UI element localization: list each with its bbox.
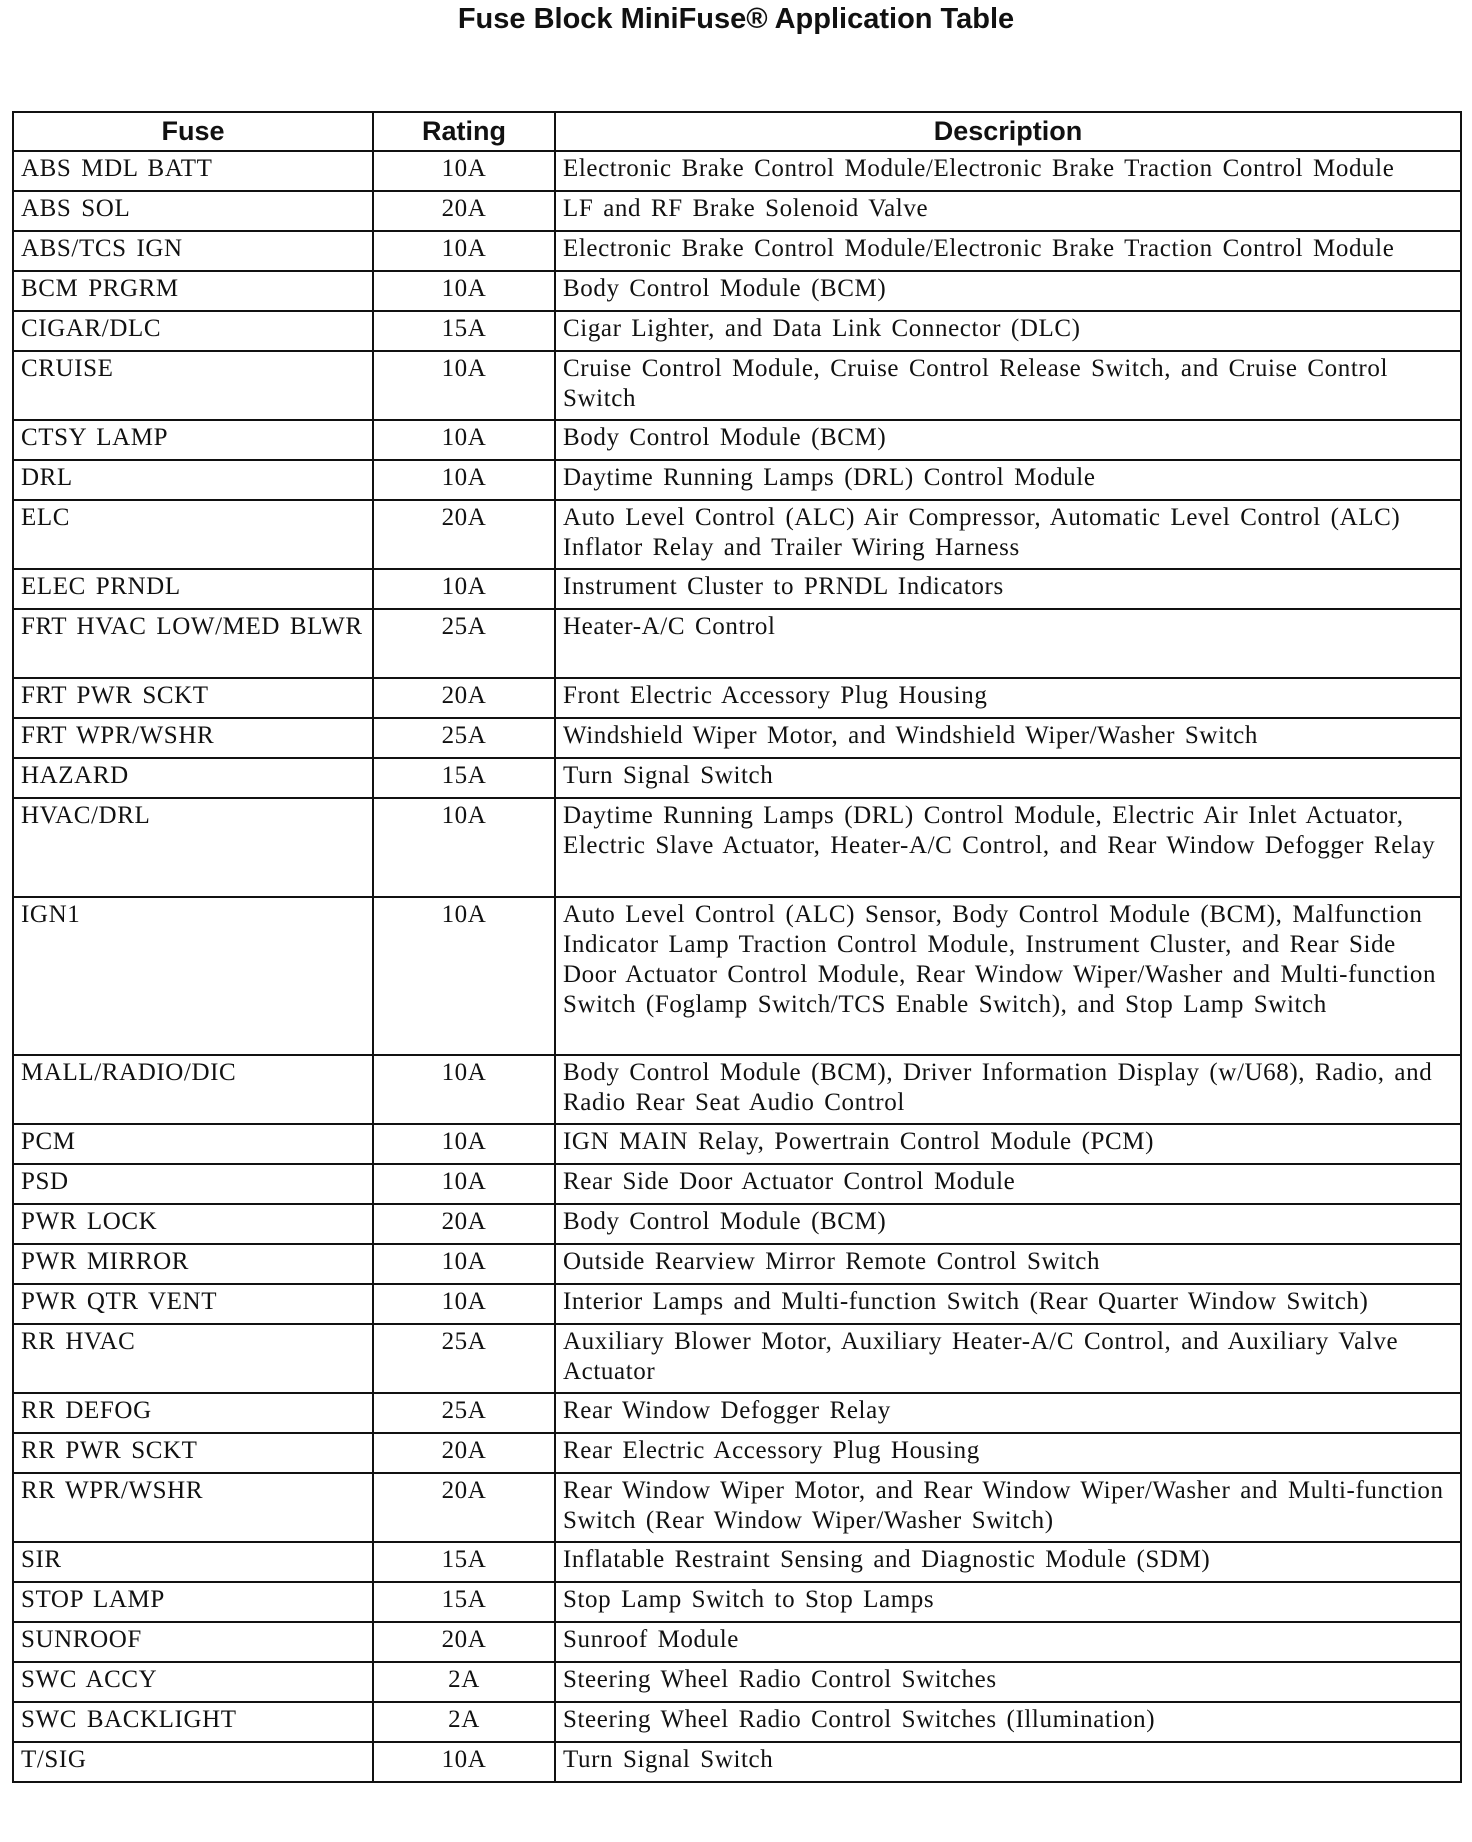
table-row (13, 271, 1461, 311)
rating-cell: 10A (373, 420, 555, 460)
rating-cell: 10A (373, 151, 555, 191)
rating-cell: 25A (373, 1393, 555, 1433)
rating-cell: 20A (373, 500, 555, 569)
fuse-cell: HAZARD (13, 758, 373, 798)
column-header-fuse: Fuse (13, 112, 373, 151)
description-cell: Heater-A/C Control (555, 609, 1461, 678)
description-cell: Turn Signal Switch (555, 758, 1461, 798)
table-row (13, 1164, 1461, 1204)
fuse-cell: FRT PWR SCKT (13, 678, 373, 718)
fuse-cell: ABS MDL BATT (13, 151, 373, 191)
rating-cell: 25A (373, 609, 555, 678)
table-row (13, 1324, 1461, 1393)
fuse-application-table (12, 111, 1462, 1783)
table-row (13, 1582, 1461, 1622)
fuse-cell: ELEC PRNDL (13, 569, 373, 609)
description-cell: Cruise Control Module, Cruise Control Release Switch, and Cruise Control Switch (555, 351, 1461, 420)
description-cell: Sunroof Module (555, 1622, 1461, 1662)
description-cell: Rear Window Defogger Relay (555, 1393, 1461, 1433)
fuse-cell: FRT WPR/WSHR (13, 718, 373, 758)
description-cell: Rear Window Wiper Motor, and Rear Window Wiper/Washer and Multi-function Switch (Rear Window Wiper/Washer Switch) (555, 1473, 1461, 1542)
table-header-row (13, 112, 1461, 151)
fuse-cell: BCM PRGRM (13, 271, 373, 311)
description-cell: Electronic Brake Control Module/Electronic Brake Traction Control Module (555, 231, 1461, 271)
description-cell: Body Control Module (BCM), Driver Information Display (w/U68), Radio, and Radio Rear Seat Audio Control (555, 1055, 1461, 1124)
rating-cell: 15A (373, 758, 555, 798)
description-cell: IGN MAIN Relay, Powertrain Control Module (PCM) (555, 1124, 1461, 1164)
description-cell: Body Control Module (BCM) (555, 271, 1461, 311)
rating-cell: 20A (373, 1473, 555, 1542)
rating-cell: 20A (373, 678, 555, 718)
fuse-cell: CTSY LAMP (13, 420, 373, 460)
rating-cell: 25A (373, 1324, 555, 1393)
fuse-cell: CRUISE (13, 351, 373, 420)
description-cell: Daytime Running Lamps (DRL) Control Module (555, 460, 1461, 500)
page-title: Fuse Block MiniFuse® Application Table (457, 3, 1015, 35)
fuse-cell: PWR LOCK (13, 1204, 373, 1244)
fuse-cell: PWR QTR VENT (13, 1284, 373, 1324)
description-cell: Daytime Running Lamps (DRL) Control Module, Electric Air Inlet Actuator, Electric Slave Actuator, Heater-A/C Control, and Rear Window Defogger Relay (555, 798, 1461, 897)
rating-cell: 20A (373, 1433, 555, 1473)
table-row (13, 460, 1461, 500)
table-row (13, 1622, 1461, 1662)
table-row (13, 1742, 1461, 1782)
fuse-cell: RR WPR/WSHR (13, 1473, 373, 1542)
fuse-cell: HVAC/DRL (13, 798, 373, 897)
table-row (13, 351, 1461, 420)
fuse-cell: RR PWR SCKT (13, 1433, 373, 1473)
fuse-cell: PSD (13, 1164, 373, 1204)
description-cell: Cigar Lighter, and Data Link Connector (DLC) (555, 311, 1461, 351)
fuse-cell: STOP LAMP (13, 1582, 373, 1622)
rating-cell: 20A (373, 1204, 555, 1244)
description-cell: Auto Level Control (ALC) Air Compressor, Automatic Level Control (ALC) Inflator Relay and Trailer Wiring Harness (555, 500, 1461, 569)
table-row (13, 718, 1461, 758)
table-row (13, 1473, 1461, 1542)
rating-cell: 10A (373, 271, 555, 311)
fuse-cell: SWC ACCY (13, 1662, 373, 1702)
description-cell: Rear Electric Accessory Plug Housing (555, 1433, 1461, 1473)
rating-cell: 10A (373, 460, 555, 500)
rating-cell: 10A (373, 1284, 555, 1324)
table-row (13, 500, 1461, 569)
description-cell: Turn Signal Switch (555, 1742, 1461, 1782)
description-cell: Windshield Wiper Motor, and Windshield Wiper/Washer Switch (555, 718, 1461, 758)
description-cell: Outside Rearview Mirror Remote Control Switch (555, 1244, 1461, 1284)
description-cell: LF and RF Brake Solenoid Valve (555, 191, 1461, 231)
description-cell: Steering Wheel Radio Control Switches (555, 1662, 1461, 1702)
table-row (13, 1204, 1461, 1244)
rating-cell: 10A (373, 1244, 555, 1284)
table-row (13, 897, 1461, 1055)
description-cell: Stop Lamp Switch to Stop Lamps (555, 1582, 1461, 1622)
fuse-cell: SUNROOF (13, 1622, 373, 1662)
table-row (13, 1124, 1461, 1164)
fuse-cell: PWR MIRROR (13, 1244, 373, 1284)
fuse-cell: IGN1 (13, 897, 373, 1055)
column-header-rating: Rating (373, 112, 555, 151)
rating-cell: 15A (373, 1542, 555, 1582)
fuse-cell: PCM (13, 1124, 373, 1164)
rating-cell: 20A (373, 191, 555, 231)
rating-cell: 10A (373, 351, 555, 420)
rating-cell: 10A (373, 798, 555, 897)
fuse-cell: SIR (13, 1542, 373, 1582)
description-cell: Electronic Brake Control Module/Electronic Brake Traction Control Module (555, 151, 1461, 191)
table-row (13, 1662, 1461, 1702)
description-cell: Body Control Module (BCM) (555, 1204, 1461, 1244)
description-cell: Auxiliary Blower Motor, Auxiliary Heater-A/C Control, and Auxiliary Valve Actuator (555, 1324, 1461, 1393)
table-row (13, 678, 1461, 718)
fuse-cell: FRT HVAC LOW/MED BLWR (13, 609, 373, 678)
table-row (13, 1542, 1461, 1582)
table-row (13, 1055, 1461, 1124)
rating-cell: 10A (373, 897, 555, 1055)
table-row (13, 1244, 1461, 1284)
description-cell: Auto Level Control (ALC) Sensor, Body Control Module (BCM), Malfunction Indicator Lamp Traction Control Module, Instrument Cluster, and Rear Side Door Actuator Control Module, Rear Window Wiper/Washer and Multi-function Switch (Foglamp Switch/TCS Enable Switch), and Stop Lamp Switch (555, 897, 1461, 1055)
table-row (13, 609, 1461, 678)
rating-cell: 10A (373, 231, 555, 271)
description-cell: Instrument Cluster to PRNDL Indicators (555, 569, 1461, 609)
rating-cell: 10A (373, 569, 555, 609)
rating-cell: 2A (373, 1662, 555, 1702)
fuse-cell: ABS SOL (13, 191, 373, 231)
fuse-cell: ELC (13, 500, 373, 569)
description-cell: Interior Lamps and Multi-function Switch (Rear Quarter Window Switch) (555, 1284, 1461, 1324)
description-cell: Rear Side Door Actuator Control Module (555, 1164, 1461, 1204)
table-row (13, 1284, 1461, 1324)
table-row (13, 798, 1461, 897)
rating-cell: 25A (373, 718, 555, 758)
description-cell: Front Electric Accessory Plug Housing (555, 678, 1461, 718)
table-row (13, 231, 1461, 271)
rating-cell: 15A (373, 1582, 555, 1622)
table-row (13, 1702, 1461, 1742)
description-cell: Body Control Module (BCM) (555, 420, 1461, 460)
table-row (13, 151, 1461, 191)
rating-cell: 2A (373, 1702, 555, 1742)
table-row (13, 191, 1461, 231)
table-row (13, 758, 1461, 798)
fuse-cell: ABS/TCS IGN (13, 231, 373, 271)
table-row (13, 1393, 1461, 1433)
table-row (13, 569, 1461, 609)
rating-cell: 10A (373, 1164, 555, 1204)
rating-cell: 20A (373, 1622, 555, 1662)
rating-cell: 10A (373, 1742, 555, 1782)
fuse-cell: RR DEFOG (13, 1393, 373, 1433)
table-row (13, 420, 1461, 460)
fuse-cell: RR HVAC (13, 1324, 373, 1393)
rating-cell: 10A (373, 1055, 555, 1124)
fuse-cell: SWC BACKLIGHT (13, 1702, 373, 1742)
column-header-description: Description (555, 112, 1461, 151)
table-row (13, 1433, 1461, 1473)
fuse-cell: T/SIG (13, 1742, 373, 1782)
table-row (13, 311, 1461, 351)
rating-cell: 10A (373, 1124, 555, 1164)
fuse-cell: CIGAR/DLC (13, 311, 373, 351)
fuse-cell: MALL/RADIO/DIC (13, 1055, 373, 1124)
fuse-cell: DRL (13, 460, 373, 500)
description-cell: Steering Wheel Radio Control Switches (Illumination) (555, 1702, 1461, 1742)
description-cell: Inflatable Restraint Sensing and Diagnostic Module (SDM) (555, 1542, 1461, 1582)
rating-cell: 15A (373, 311, 555, 351)
